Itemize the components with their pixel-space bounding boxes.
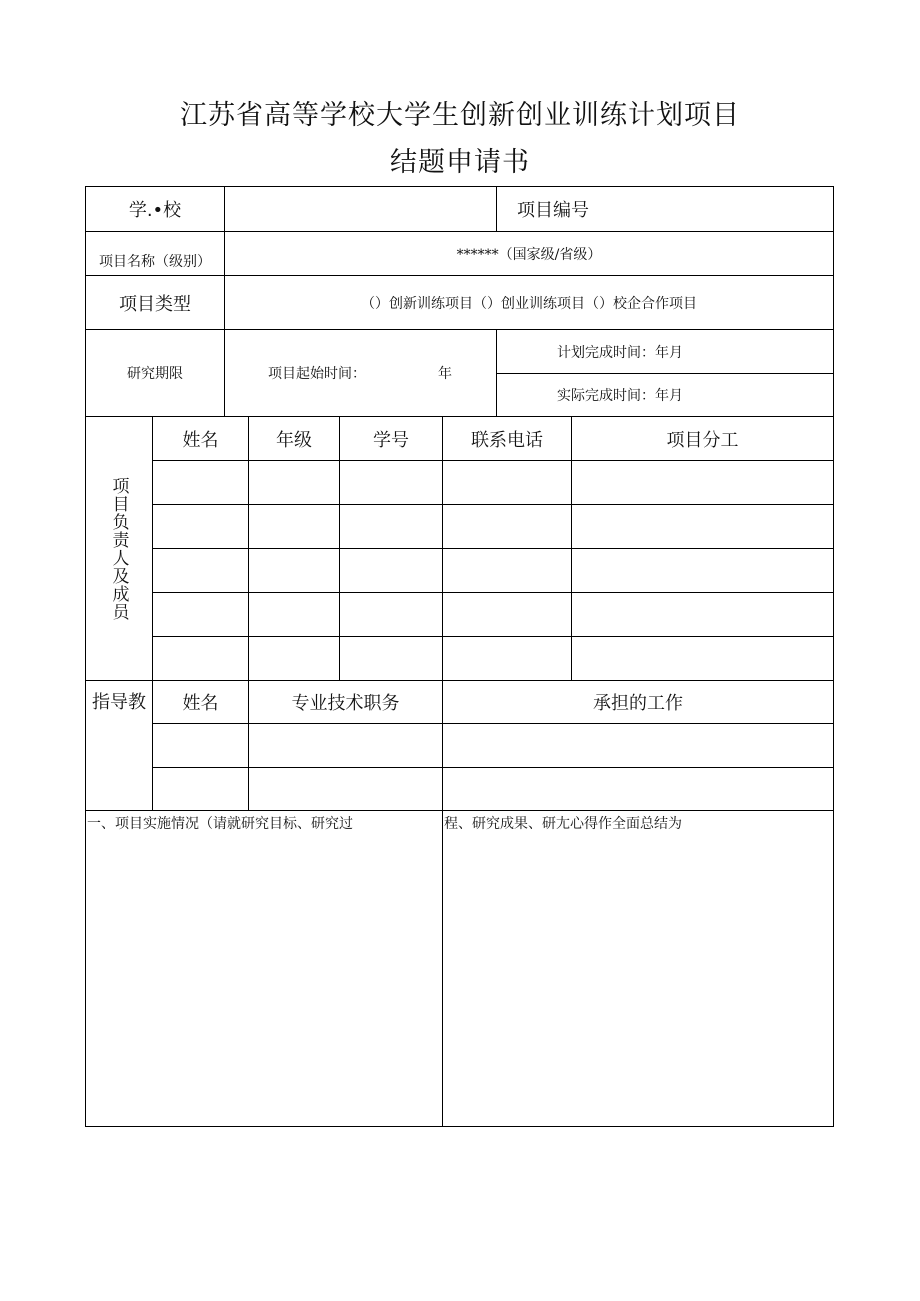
member-name-cell[interactable]	[153, 549, 248, 592]
advisor-title-cell[interactable]	[249, 724, 442, 767]
member-name-cell[interactable]	[153, 637, 248, 680]
implementation-prompt-left: 一、项目实施情况（请就研究目标、研究过	[87, 816, 353, 832]
project-type-label: 项目类型	[119, 293, 191, 315]
member-header-grade: 年级	[276, 429, 312, 451]
member-phone-cell[interactable]	[443, 637, 571, 680]
implementation-text-area-right[interactable]	[443, 836, 833, 1125]
member-grade-cell[interactable]	[249, 593, 339, 636]
member-phone-cell[interactable]	[443, 505, 571, 548]
member-role-cell[interactable]	[572, 637, 833, 680]
member-grade-cell[interactable]	[249, 505, 339, 548]
implementation-text-area-left[interactable]	[86, 836, 442, 1125]
project-type-options[interactable]: （）创新训练项目（）创业训练项目（）校企合作项目	[361, 295, 697, 312]
school-field[interactable]	[225, 187, 496, 231]
page-title: 江苏省高等学校大学生创新创业训练计划项目	[180, 100, 740, 131]
advisor-work-cell[interactable]	[443, 768, 833, 810]
member-id-cell[interactable]	[340, 549, 442, 592]
start-time-label: 项目起始时间：	[268, 366, 366, 382]
member-id-cell[interactable]	[340, 461, 442, 504]
advisor-title-cell[interactable]	[249, 768, 442, 810]
advisor-name-cell[interactable]	[153, 768, 248, 810]
advisors-section-label: 指导教	[92, 692, 146, 713]
member-name-cell[interactable]	[153, 505, 248, 548]
start-year-field[interactable]: 年	[438, 366, 452, 382]
project-name-label: 项目名称（级别）	[99, 253, 211, 270]
member-name-cell[interactable]	[153, 461, 248, 504]
member-grade-cell[interactable]	[249, 549, 339, 592]
advisor-header-work: 承担的工作	[593, 693, 683, 714]
implementation-prompt-right: 程、研究成果、研尢心得作全面总结为	[444, 816, 682, 832]
member-id-cell[interactable]	[340, 593, 442, 636]
member-phone-cell[interactable]	[443, 593, 571, 636]
advisor-name-cell[interactable]	[153, 724, 248, 767]
member-phone-cell[interactable]	[443, 461, 571, 504]
member-header-student-id: 学号	[373, 429, 409, 451]
school-label: 学.•校	[128, 200, 182, 221]
member-name-cell[interactable]	[153, 593, 248, 636]
member-id-cell[interactable]	[340, 637, 442, 680]
members-section-label: 项目负责人及成员	[108, 476, 129, 621]
member-header-name: 姓名	[182, 429, 219, 451]
project-name-field[interactable]: ******（国家级/省级）	[456, 246, 602, 263]
member-grade-cell[interactable]	[249, 461, 339, 504]
member-id-cell[interactable]	[340, 505, 442, 548]
member-phone-cell[interactable]	[443, 549, 571, 592]
member-role-cell[interactable]	[572, 593, 833, 636]
planned-end-field[interactable]: 计划完成时间：年月	[557, 344, 683, 361]
page-subtitle: 结题申请书	[390, 147, 530, 178]
actual-end-field[interactable]: 实际完成时间：年月	[557, 388, 683, 404]
project-number-label: 项目编号	[517, 200, 589, 221]
member-header-phone: 联系电话	[471, 429, 543, 451]
member-role-cell[interactable]	[572, 549, 833, 592]
advisor-work-cell[interactable]	[443, 724, 833, 767]
advisor-header-name: 姓名	[182, 693, 219, 714]
member-role-cell[interactable]	[572, 505, 833, 548]
member-grade-cell[interactable]	[249, 637, 339, 680]
advisor-header-title: 专业技术职务	[291, 693, 400, 714]
research-period-label: 研究期限	[127, 366, 183, 382]
member-header-role: 项目分工	[666, 429, 739, 451]
member-role-cell[interactable]	[572, 461, 833, 504]
project-number-field[interactable]	[610, 187, 833, 231]
